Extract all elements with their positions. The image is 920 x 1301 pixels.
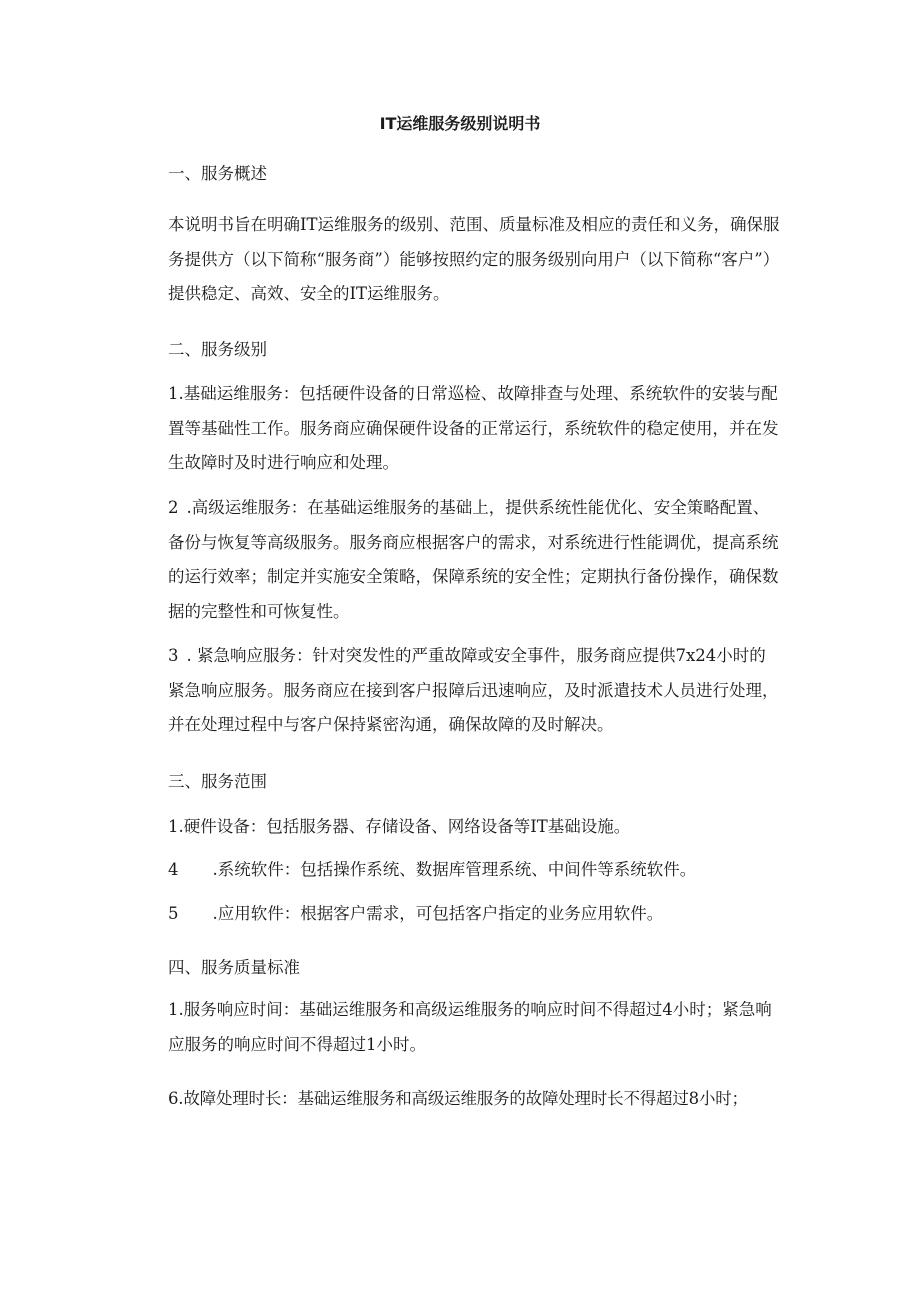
- section-heading-scope: 三、服务范围: [168, 772, 267, 791]
- item-number: 1.: [168, 817, 184, 836]
- section-heading-levels: 二、服务级别: [168, 340, 267, 359]
- overview-text: 本说明书旨在明确IT运维服务的级别、范围、质量标准及相应的责任和义务，确保服务提供方（以下简称“服务商”）能够按照约定的服务级别向用户（以下简称“客户”）提供稳定、高效、安全的IT运维服务。: [168, 215, 780, 303]
- item-number: 4: [168, 860, 179, 879]
- item-number: 2: [168, 498, 179, 517]
- item-text: 基础运维服务：包括硬件设备的日常巡检、故障排查与处理、系统软件的安装与配置等基础性工作。服务商应确保硬件设备的正常运行，系统软件的稳定使用，并在发生故障时及时进行响应和处理。: [168, 384, 779, 472]
- item-text: . 紧急响应服务：针对突发性的严重故障或安全事件，服务商应提供7x24小时的紧急响应服务。服务商应在接到客户报障后迅速响应，及时派遣技术人员进行处理，并在处理过程中与客户保持紧密沟通，确保故障的及时解决。: [168, 646, 779, 734]
- item-text: 服务响应时间：基础运维服务和高级运维服务的响应时间不得超过4小时；紧急响应服务的响应时间不得超过1小时。: [168, 1000, 772, 1054]
- item-number: 1.: [168, 1000, 184, 1019]
- levels-item-2: [168, 491, 780, 629]
- item-text: 硬件设备：包括服务器、存储设备、网络设备等IT基础设施。: [183, 817, 631, 836]
- section-heading-overview: 一、服务概述: [168, 164, 267, 183]
- scope-item-3: [168, 897, 780, 932]
- levels-item-1: [168, 377, 780, 481]
- item-text: .高级运维服务：在基础运维服务的基础上，提供系统性能优化、安全策略配置、备份与恢复等高级服务。服务商应根据客户的需求，对系统进行性能调优，提高系统的运行效率；制定并实施安全策略，保障系统的安全性；定期执行备份操作，确保数据的完整性和可恢复性。: [168, 498, 779, 621]
- document-title: IT运维服务级别说明书: [379, 114, 541, 133]
- item-number: 3: [168, 646, 179, 665]
- levels-item-3: [168, 639, 780, 743]
- quality-item-2: [168, 1082, 780, 1117]
- scope-item-1: [168, 810, 780, 845]
- quality-item-1: [168, 993, 780, 1062]
- item-number: 1.: [168, 384, 184, 403]
- section-heading-quality: 四、服务质量标准: [168, 958, 300, 977]
- overview-paragraph: [168, 208, 780, 312]
- item-number: 5: [168, 904, 179, 923]
- item-text: .系统软件：包括操作系统、数据库管理系统、中间件等系统软件。: [212, 860, 697, 879]
- item-text: 故障处理时长：基础运维服务和高级运维服务的故障处理时长不得超过8小时；: [183, 1089, 748, 1108]
- item-number: 6.: [168, 1089, 184, 1108]
- item-text: .应用软件：根据客户需求，可包括客户指定的业务应用软件。: [212, 904, 664, 923]
- scope-item-2: [168, 853, 780, 888]
